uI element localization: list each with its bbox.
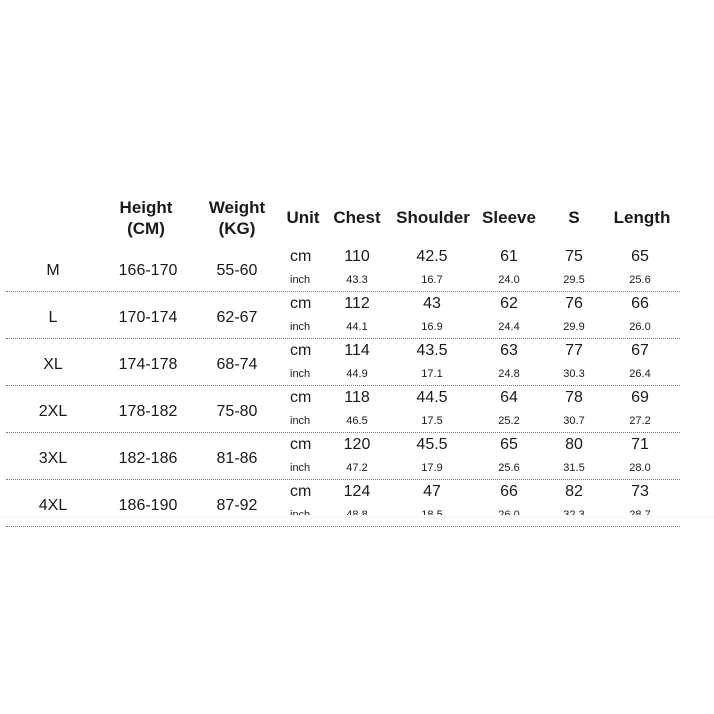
- header-height-line2: (CM): [127, 219, 165, 238]
- table-row: [0, 481, 714, 528]
- unit-cm-cell: cm: [290, 342, 312, 359]
- header-height-line1: Height: [119, 198, 173, 217]
- s-cm-cell: 78: [565, 389, 583, 406]
- length-cm-cell: 66: [631, 295, 649, 312]
- shoulder-inch-cell: 16.7: [421, 274, 443, 286]
- weight-cell: 55-60: [216, 262, 258, 279]
- row-divider: [6, 479, 680, 480]
- s-inch-cell: 30.3: [563, 368, 585, 380]
- shoulder-inch-cell: 17.5: [421, 415, 443, 427]
- sleeve-cm-cell: 66: [500, 483, 518, 500]
- s-cm-cell: 76: [565, 295, 583, 312]
- unit-cm-cell: cm: [290, 483, 312, 500]
- length-cm-cell: 71: [631, 436, 649, 453]
- chest-cm-cell: 120: [343, 436, 371, 453]
- s-cm-cell: 80: [565, 436, 583, 453]
- length-inch-cell: 25.6: [629, 274, 651, 286]
- sleeve-cm-cell: 65: [500, 436, 518, 453]
- weight-cell: 68-74: [216, 356, 258, 373]
- shoulder-inch-cell: 17.1: [421, 368, 443, 380]
- shoulder-cm-cell: 43.5: [416, 342, 448, 359]
- table-row: [0, 340, 714, 387]
- unit-cm-cell: cm: [290, 295, 312, 312]
- row-divider: [6, 526, 680, 527]
- bottom-edge: [0, 515, 714, 519]
- shoulder-cm-cell: 45.5: [416, 436, 448, 453]
- chest-cm-cell: 118: [344, 389, 370, 406]
- row-divider: [6, 338, 680, 339]
- unit-cm-cell: cm: [290, 248, 312, 265]
- height-cell: 182-186: [118, 450, 178, 467]
- shoulder-cm-cell: 44.5: [416, 389, 448, 406]
- weight-cell: 75-80: [216, 403, 258, 420]
- chest-inch-cell: 47.2: [346, 462, 368, 474]
- shoulder-cm-cell: 42.5: [416, 248, 448, 265]
- height-cell: 166-170: [118, 262, 178, 279]
- height-cell: 186-190: [118, 497, 178, 514]
- shoulder-cm-cell: 43: [423, 295, 441, 312]
- header-length: Length: [613, 208, 671, 227]
- header-weight: [198, 197, 276, 239]
- unit-cm-cell: cm: [290, 389, 312, 406]
- header-shoulder: Shoulder: [396, 208, 470, 227]
- shoulder-inch-cell: 17.9: [421, 462, 443, 474]
- chest-inch-cell: 44.1: [346, 321, 368, 333]
- s-inch-cell: 29.5: [563, 274, 585, 286]
- sleeve-inch-cell: 24.0: [498, 274, 520, 286]
- s-cm-cell: 75: [565, 248, 583, 265]
- height-cell: 178-182: [118, 403, 178, 420]
- header-unit: Unit: [286, 208, 320, 227]
- length-inch-cell: 28.0: [629, 462, 651, 474]
- length-cm-cell: 69: [631, 389, 649, 406]
- chest-inch-cell: 46.5: [346, 415, 368, 427]
- table-row: [0, 246, 714, 293]
- sleeve-inch-cell: 25.2: [498, 415, 520, 427]
- chest-cm-cell: 112: [344, 295, 370, 312]
- size-cell: 4XL: [38, 497, 68, 514]
- unit-inch-cell: inch: [290, 415, 311, 427]
- sleeve-inch-cell: 25.6: [498, 462, 520, 474]
- sleeve-cm-cell: 64: [500, 389, 518, 406]
- s-cm-cell: 77: [565, 342, 583, 359]
- size-cell: L: [48, 309, 58, 326]
- size-cell: 2XL: [38, 403, 68, 420]
- weight-cell: 81-86: [216, 450, 258, 467]
- s-inch-cell: 29.9: [563, 321, 585, 333]
- length-cm-cell: 65: [631, 248, 649, 265]
- height-cell: 174-178: [118, 356, 178, 373]
- s-inch-cell: 30.7: [563, 415, 585, 427]
- unit-cm-cell: cm: [290, 436, 312, 453]
- weight-cell: 62-67: [216, 309, 258, 326]
- table-row: [0, 434, 714, 481]
- chest-cm-cell: 114: [344, 342, 370, 359]
- sleeve-inch-cell: 24.8: [498, 368, 520, 380]
- sleeve-cm-cell: 61: [500, 248, 518, 265]
- header-sleeve: Sleeve: [482, 208, 536, 227]
- length-inch-cell: 27.2: [629, 415, 651, 427]
- size-cell: M: [46, 262, 60, 279]
- shoulder-cm-cell: 47: [423, 483, 441, 500]
- row-divider: [6, 291, 680, 292]
- header-chest: Chest: [333, 208, 381, 227]
- s-cm-cell: 82: [565, 483, 583, 500]
- unit-inch-cell: inch: [290, 462, 311, 474]
- size-cell: XL: [43, 356, 63, 373]
- sleeve-cm-cell: 63: [500, 342, 518, 359]
- sleeve-inch-cell: 24.4: [498, 321, 520, 333]
- header-weight-line2: (KG): [218, 219, 256, 238]
- shoulder-inch-cell: 16.9: [421, 321, 443, 333]
- length-cm-cell: 73: [631, 483, 649, 500]
- table-row: [0, 293, 714, 340]
- sleeve-cm-cell: 62: [500, 295, 518, 312]
- chest-inch-cell: 44.9: [346, 368, 368, 380]
- header-height: [108, 197, 184, 239]
- length-inch-cell: 26.0: [629, 321, 651, 333]
- row-divider: [6, 432, 680, 433]
- header-weight-line1: Weight: [208, 198, 266, 217]
- row-divider: [6, 385, 680, 386]
- header-s: S: [568, 208, 580, 227]
- unit-inch-cell: inch: [290, 274, 311, 286]
- chest-cm-cell: 124: [343, 483, 371, 500]
- table-row: [0, 387, 714, 434]
- s-inch-cell: 31.5: [563, 462, 585, 474]
- unit-inch-cell: inch: [290, 321, 311, 333]
- height-cell: 170-174: [118, 309, 178, 326]
- chest-inch-cell: 43.3: [346, 274, 368, 286]
- length-cm-cell: 67: [631, 342, 649, 359]
- size-cell: 3XL: [38, 450, 68, 467]
- unit-inch-cell: inch: [290, 368, 311, 380]
- length-inch-cell: 26.4: [629, 368, 651, 380]
- weight-cell: 87-92: [216, 497, 258, 514]
- chest-cm-cell: 110: [344, 248, 370, 265]
